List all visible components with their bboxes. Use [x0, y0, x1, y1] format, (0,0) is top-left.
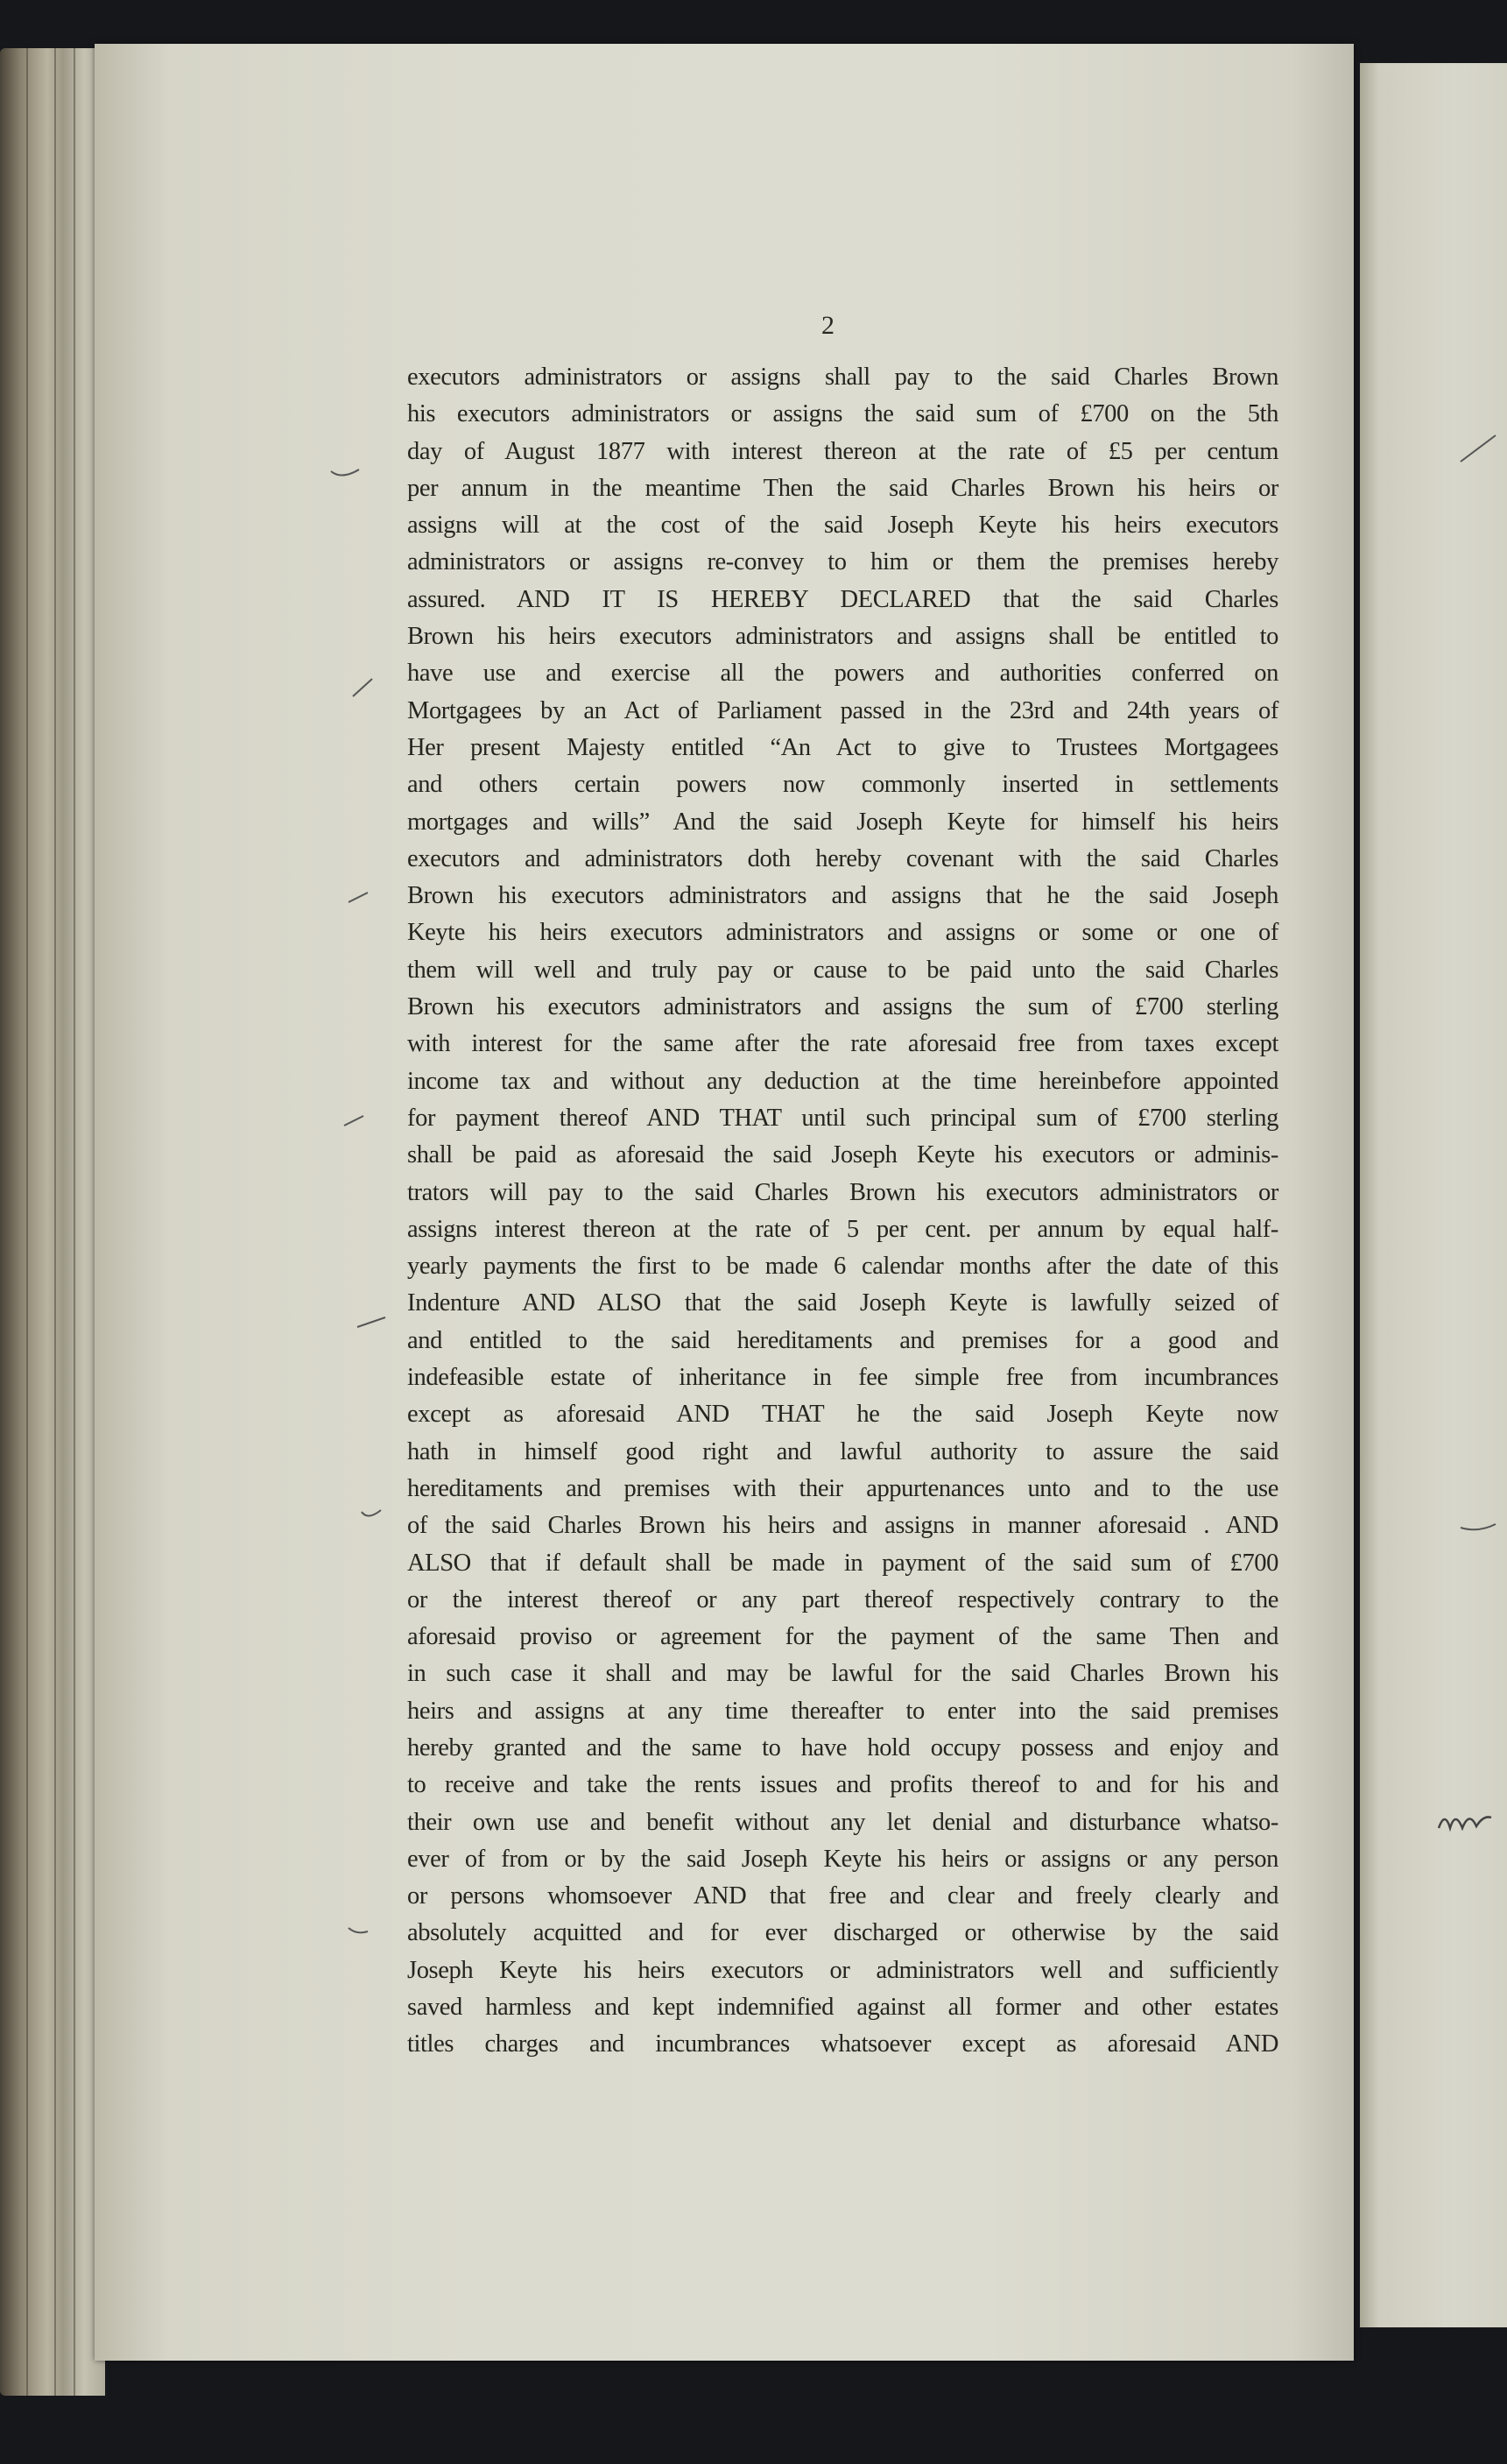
text-line: absolutely acquitted and for ever discharged or otherwise by the said: [407, 1919, 1278, 1947]
text-line: and others certain powers now commonly inserted in settlements: [407, 771, 1278, 799]
text-line: his executors administrators or assigns the said sum of £700 on the 5th: [407, 400, 1278, 428]
text-line: hath in himself good right and lawful authority to assure the said: [407, 1437, 1278, 1465]
text-line: trators will pay to the said Charles Brown his executors administrators or: [407, 1178, 1278, 1206]
text-line: executors and administrators doth hereby covenant with the said Charles: [407, 844, 1278, 872]
text-line: and entitled to the said hereditaments and premises for a good and: [407, 1326, 1278, 1354]
text-line: have use and exercise all the powers and authorities conferred on: [407, 660, 1278, 688]
text-line: Brown his executors administrators and assigns the sum of £700 sterling: [407, 993, 1278, 1021]
text-line: executors administrators or assigns shall pay to the said Charles Brown: [407, 364, 1278, 391]
text-line: administrators or assigns re-convey to him or them the premises hereby: [407, 548, 1278, 576]
text-line: ALSO that if default shall be made in payment of the said sum of £700: [407, 1549, 1278, 1577]
text-line: to receive and take the rents issues and profits thereof to and for his and: [407, 1771, 1278, 1799]
text-line: except as aforesaid AND THAT he the said Joseph Keyte now: [407, 1401, 1278, 1429]
text-line: indefeasible estate of inheritance in fee simple free from incumbrances: [407, 1364, 1278, 1392]
text-line: Keyte his heirs executors administrators and assigns or some or one of: [407, 919, 1278, 947]
text-line: for payment thereof AND THAT until such principal sum of £700 sterling: [407, 1104, 1278, 1132]
text-line: Brown his executors administrators and assigns that he the said Joseph: [407, 882, 1278, 910]
handwritten-m-icon: [1434, 1802, 1496, 1837]
text-line: aforesaid proviso or agreement for the payment of the same Then and: [407, 1623, 1278, 1651]
pencil-tick-icon: [355, 1314, 390, 1331]
text-line: heirs and assigns at any time thereafter to enter into the said premises: [407, 1697, 1278, 1725]
text-line: saved harmless and kept indemnified against all former and other estates: [407, 1994, 1278, 2022]
page-edge-line: [26, 48, 28, 2396]
page-edge-line: [54, 48, 56, 2396]
pencil-tick-icon: [342, 1112, 368, 1130]
pencil-tick-icon: [350, 674, 377, 701]
text-line: Her present Majesty entitled “An Act to give to Trustees Mortgagees: [407, 733, 1278, 761]
page-stack-edge: [0, 48, 105, 2396]
text-line: in such case it shall and may be lawful for the said Charles Brown his: [407, 1660, 1278, 1688]
page-edge-line: [74, 48, 75, 2396]
pencil-tick-icon: [328, 464, 363, 482]
text-line: Brown his heirs executors administrators and assigns shall be entitled to: [407, 623, 1278, 651]
text-line: hereby granted and the same to have hold occupy possess and enjoy and: [407, 1733, 1278, 1762]
document-body: [407, 359, 1278, 2064]
page-number: 2: [821, 311, 834, 340]
text-line: with interest for the same after the rate aforesaid free from taxes except: [407, 1030, 1278, 1058]
text-line: day of August 1877 with interest thereon at the rate of £5 per centum: [407, 437, 1278, 465]
text-line: them will well and truly pay or cause to be paid unto the said Charles: [407, 956, 1278, 984]
text-line: assured. AND IT IS HEREBY DECLARED that the said Charles: [407, 585, 1278, 613]
text-line: Mortgagees by an Act of Parliament passed in the 23rd and 24th years of: [407, 696, 1278, 724]
text-line: their own use and benefit without any let denial and disturbance whatso-: [407, 1808, 1278, 1836]
text-line: assigns interest thereon at the rate of 5 per cent. per annum by equal half-: [407, 1215, 1278, 1243]
text-line: yearly payments the first to be made 6 calendar months after the date of this: [407, 1253, 1278, 1281]
facing-page: [1360, 63, 1507, 2327]
text-line: Indenture AND ALSO that the said Joseph Keyte is lawfully seized of: [407, 1289, 1278, 1317]
text-line: hereditaments and premises with their appurtenances unto and to the use: [407, 1474, 1278, 1502]
text-line: of the said Charles Brown his heirs and assigns in manner aforesaid . AND: [407, 1512, 1278, 1540]
text-line: or the interest thereof or any part thereof respectively contrary to the: [407, 1585, 1278, 1613]
text-line: income tax and without any deduction at the time hereinbefore appointed: [407, 1067, 1278, 1095]
text-line: shall be paid as aforesaid the said Joseph Keyte his executors or adminis-: [407, 1141, 1278, 1169]
text-line: Joseph Keyte his heirs executors or administrators well and sufficiently: [407, 1956, 1278, 1984]
text-line: per annum in the meantime Then the said Charles Brown his heirs or: [407, 474, 1278, 502]
pencil-tick-icon: [1456, 431, 1500, 466]
text-line: or persons whomsoever AND that free and clear and freely clearly and: [407, 1882, 1278, 1910]
text-line: titles charges and incumbrances whatsoever except as aforesaid AND: [407, 2030, 1278, 2058]
pencil-tick-icon: [346, 889, 372, 907]
text-line: assigns will at the cost of the said Joseph Keyte his heirs executors: [407, 512, 1278, 540]
pencil-dash-icon: [1456, 1517, 1500, 1535]
pencil-tick-icon: [359, 1507, 385, 1524]
pencil-tick-icon: [346, 1923, 372, 1940]
text-line: mortgages and wills” And the said Joseph Keyte for himself his heirs: [407, 808, 1278, 836]
text-line: ever of from or by the said Joseph Keyte his heirs or assigns or any person: [407, 1845, 1278, 1873]
